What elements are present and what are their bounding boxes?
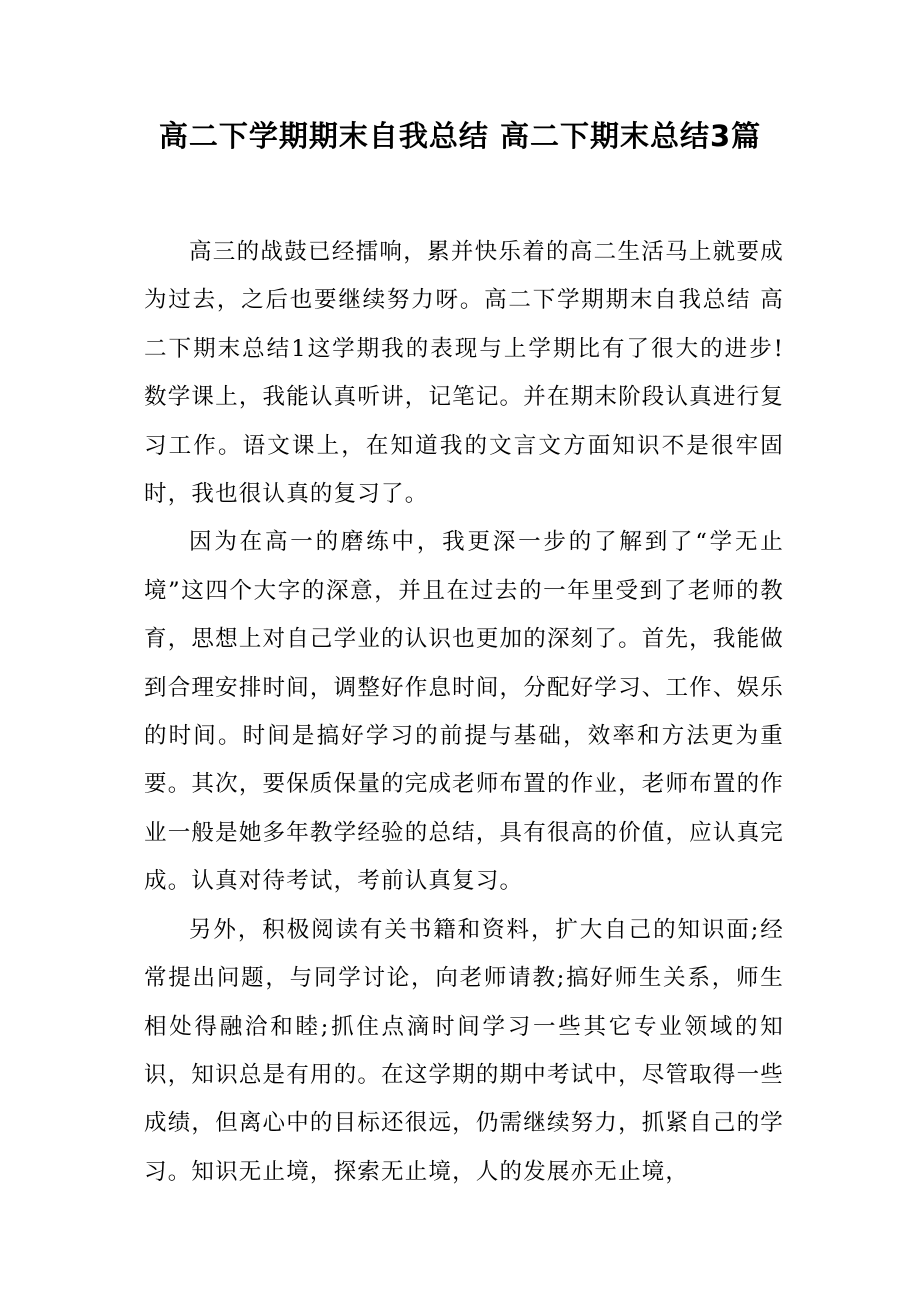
document-title: 高二下学期期末自我总结 高二下期末总结3篇 bbox=[158, 119, 762, 153]
paragraph-3: 另外，积极阅读有关书籍和资料，扩大自己的知识面;经常提出问题，与同学讨论，向老师请教;搞好师生关系，师生相处得融洽和睦;抓住点滴时间学习一些其它专业领域的知识，知识总是有用的。在这学期的期中考试中，尽管取得一些成绩，但离心中的目标还很远，仍需继续努力，抓紧自己的学习。知识无止境，探索无止境，人的发展亦无止境， bbox=[144, 916, 784, 1185]
document-body bbox=[144, 228, 784, 1196]
paragraph-1: 高三的战鼓已经擂响，累并快乐着的高二生活马上就要成为过去，之后也要继续努力呀。高二下学期期末自我总结 高二下期末总结1这学期我的表现与上学期比有了很大的进步!数学课上，我能认真听讲，记笔记。并在期末阶段认真进行复习工作。语文课上，在知道我的文言文方面知识不是很牢固时，我也很认真的复习了。 bbox=[144, 239, 784, 508]
paragraph-2: 因为在高一的磨练中，我更深一步的了解到了“学无止境”这四个大字的深意，并且在过去的一年里受到了老师的教育，思想上对自己学业的认识也更加的深刻了。首先，我能做到合理安排时间，调整好作息时间，分配好学习、工作、娱乐的时间。时间是搞好学习的前提与基础，效率和方法更为重要。其次，要保质保量的完成老师布置的作业，老师布置的作业一般是她多年教学经验的总结，具有很高的价值，应认真完成。认真对待考试，考前认真复习。 bbox=[144, 529, 784, 895]
